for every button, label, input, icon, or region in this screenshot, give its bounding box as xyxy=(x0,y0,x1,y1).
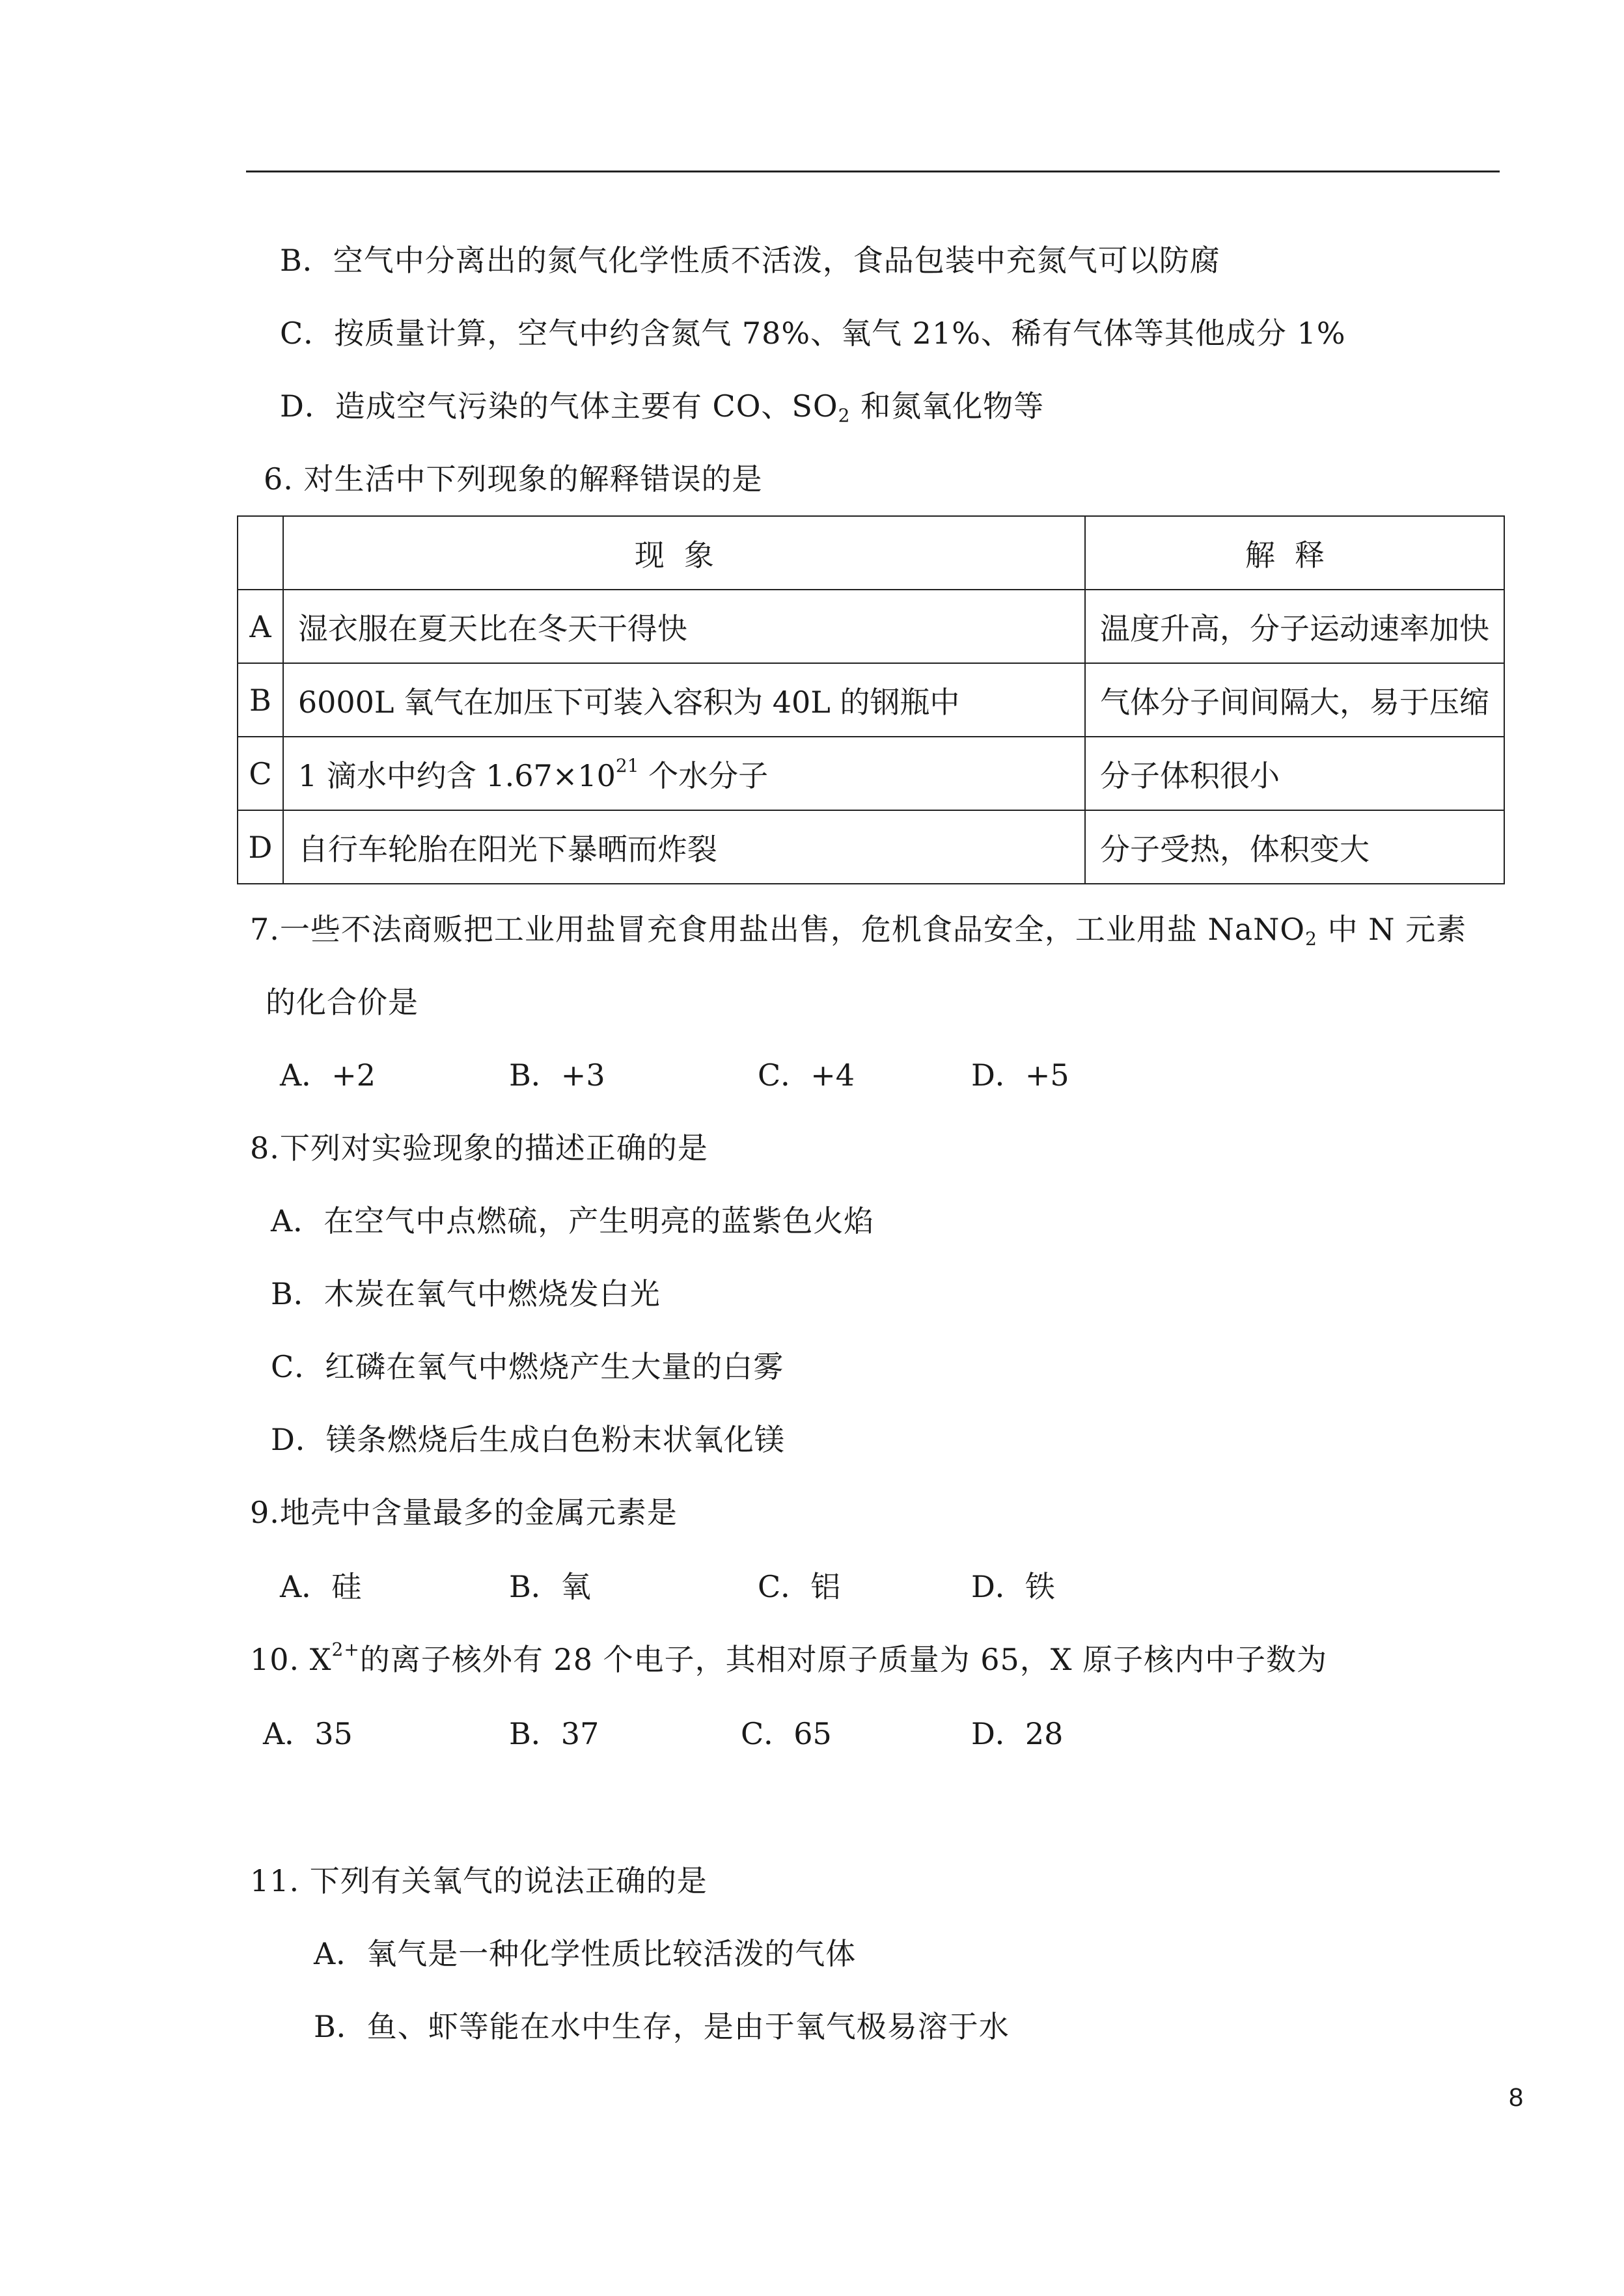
q7-option: D．+5 xyxy=(971,1058,1069,1093)
q6-header-explanation: 解释 xyxy=(1085,516,1504,590)
q5-option-d: D．造成空气污染的气体主要有 CO、$SO_2$ 和氮氧化物等 xyxy=(280,389,1045,426)
q6-row-label: D xyxy=(238,810,283,884)
q6-row-phenomenon: 自行车轮胎在阳光下暴晒而炸裂 xyxy=(283,810,1085,884)
q11-stem: 11. 下列有关氧气的说法正确的是 xyxy=(250,1863,708,1898)
q6-row-label: A xyxy=(238,590,283,663)
q6-header-blank xyxy=(238,516,283,590)
q7-option: A．+2 xyxy=(280,1058,376,1093)
q10-option: D．28 xyxy=(971,1716,1064,1751)
q6-row-explanation: 分子体积很小 xyxy=(1085,737,1504,810)
q6-row-explanation: 分子受热，体积变大 xyxy=(1085,810,1504,884)
q5-option-b: B．空气中分离出的氮气化学性质不活泼，食品包装中充氮气可以防腐 xyxy=(280,243,1220,278)
q11-option: A．氧气是一种化学性质比较活泼的气体 xyxy=(314,1936,857,1971)
q10-stem: 10. $X^{2+}$的离子核外有 28 个电子，其相对原子质量为 65，X 原子核内中子数为 xyxy=(250,1639,1328,1677)
q6-stem: 6. 对生活中下列现象的解释错误的是 xyxy=(264,461,763,497)
q6-row-explanation: 气体分子间间隔大，易于压缩 xyxy=(1085,663,1504,737)
q9-stem: 9.地壳中含量最多的金属元素是 xyxy=(250,1495,678,1530)
q7-stem: 7.一些不法商贩把工业用盐冒充食用盐出售，危机食品安全，工业用盐 NaNO$_2$ 中 N 元素 xyxy=(250,912,1467,950)
q6-row-label: C xyxy=(238,737,283,810)
q8-option: C．红磷在氧气中燃烧产生大量的白雾 xyxy=(271,1349,784,1384)
q6-row-explanation: 温度升高，分子运动速率加快 xyxy=(1085,590,1504,663)
q8-option: B．木炭在氧气中燃烧发白光 xyxy=(271,1276,661,1311)
q6-row-phenomenon: 6000L 氧气在加压下可装入容积为 40L 的钢瓶中 xyxy=(283,663,1085,737)
q10-option: A．35 xyxy=(263,1716,353,1751)
table-row xyxy=(238,663,1504,737)
q7-stem-line2: 的化合价是 xyxy=(266,985,419,1020)
q5-option-c: C．按质量计算，空气中约含氮气 78%、氧气 21%、稀有气体等其他成分 1% xyxy=(280,316,1346,351)
q8-stem: 8.下列对实验现象的描述正确的是 xyxy=(250,1130,708,1166)
q7-option: B．+3 xyxy=(509,1058,605,1093)
q10-option: C．65 xyxy=(741,1716,832,1751)
q10-option: B．37 xyxy=(509,1716,599,1751)
q7-option: C．+4 xyxy=(758,1058,855,1093)
q9-option: D．铁 xyxy=(971,1569,1055,1604)
q9-option: C．铝 xyxy=(758,1569,841,1604)
q11-option: B．鱼、虾等能在水中生存，是由于氧气极易溶于水 xyxy=(314,2009,1010,2044)
q9-option: B．氧 xyxy=(509,1569,591,1604)
q6-row-phenomenon: 湿衣服在夏天比在冬天干得快 xyxy=(283,590,1085,663)
q8-option: A．在空气中点燃硫，产生明亮的蓝紫色火焰 xyxy=(271,1203,875,1238)
header-rule xyxy=(246,171,1500,172)
table-row xyxy=(238,810,1504,884)
q6-header-phenomenon: 现象 xyxy=(283,516,1085,590)
q6-row-phenomenon: 1 滴水中约含 $1.67\times 10^{21}$ 个水分子 xyxy=(283,737,1085,810)
q6-table-header xyxy=(238,516,1504,590)
q6-row-label: B xyxy=(238,663,283,737)
q8-option: D．镁条燃烧后生成白色粉末状氧化镁 xyxy=(271,1422,785,1457)
table-row xyxy=(238,590,1504,663)
q6-table xyxy=(237,515,1505,884)
table-row xyxy=(238,737,1504,810)
page-number: 8 xyxy=(1509,2083,1524,2112)
q9-option: A．硅 xyxy=(280,1569,362,1604)
